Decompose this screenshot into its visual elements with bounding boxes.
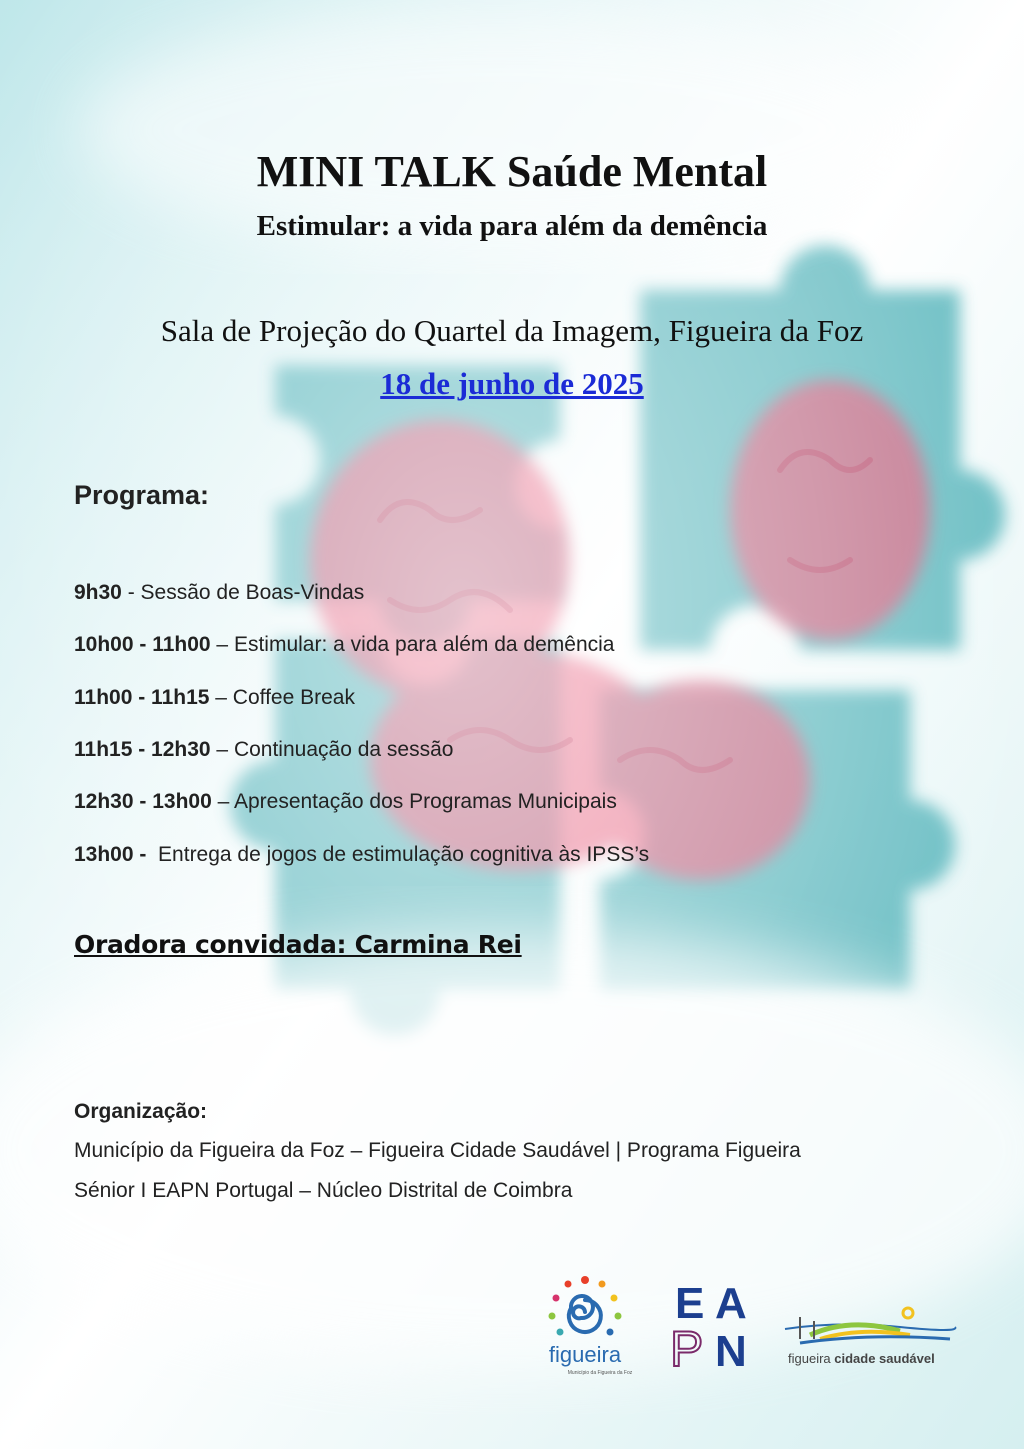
schedule-separator: – — [210, 738, 234, 761]
schedule-text: Apresentação dos Programas Municipais — [233, 790, 617, 813]
schedule-text: Estimular: a vida para além da demência — [233, 633, 615, 656]
guest-speaker: Oradora convidada: Carmina Rei — [74, 930, 522, 959]
figueira-logo-tagline: Município da Figueira da Foz — [567, 1370, 633, 1376]
page-subtitle: Estimular: a vida para além da demência — [256, 210, 768, 242]
schedule-separator: – — [210, 633, 234, 656]
eapn-letter-n: N — [715, 1327, 747, 1376]
schedule-time: 11h00 - 11h15 — [74, 686, 210, 709]
sun-spiral-icon — [549, 1276, 622, 1336]
schedule-item — [74, 633, 614, 657]
page-title: MINI TALK Saúde Mental — [256, 147, 768, 196]
schedule-text: Sessão de Boas-Vindas — [140, 581, 365, 604]
eapn-logo — [660, 1278, 760, 1378]
schedule-text: Entrega de jogos de estimulação cognitiva às IPSS’s — [158, 843, 650, 866]
figueira-cidade-saudavel-logo — [780, 1305, 960, 1375]
fcs-logo-name-light: figueira — [788, 1351, 831, 1366]
fcs-logo-name-bold: cidade saudável — [834, 1351, 935, 1366]
organizacao-heading: Organização: — [74, 1100, 208, 1123]
eapn-letter-a: A — [715, 1279, 747, 1328]
organizacao-line: Município da Figueira da Foz – Figueira Cidade Saudável | Programa Figueira — [74, 1139, 801, 1162]
eapn-letter-p: P — [670, 1321, 704, 1377]
schedule-separator — [146, 843, 158, 866]
figueira-logo-name: figueira — [548, 1342, 622, 1367]
schedule-text: Coffee Break — [232, 686, 355, 709]
schedule-item — [74, 581, 364, 605]
schedule-item — [74, 738, 453, 762]
schedule-item — [74, 686, 355, 710]
schedule-time: 12h30 - 13h00 — [74, 790, 212, 813]
eapn-letter-e: E — [675, 1279, 705, 1328]
figueira-logo — [530, 1270, 640, 1380]
schedule-time: 13h00 - — [74, 843, 147, 866]
schedule-time: 9h30 — [74, 581, 122, 604]
schedule-item — [74, 790, 617, 814]
schedule-item — [74, 843, 649, 867]
schedule-time: 10h00 - 11h00 — [74, 633, 211, 656]
schedule-separator: - — [121, 581, 141, 604]
schedule-separator: – — [209, 686, 233, 709]
schedule-separator: – — [211, 790, 234, 813]
bridge-wave-icon — [785, 1308, 955, 1343]
schedule-time: 11h15 - 12h30 — [74, 738, 211, 761]
svg-text:figueira cidade saudável — [788, 1351, 935, 1366]
organizacao-line: Sénior I EAPN Portugal – Núcleo Distrital de Coimbra — [74, 1179, 573, 1202]
programa-heading: Programa: — [74, 480, 210, 510]
event-date-link[interactable]: 18 de junho de 2025 — [380, 366, 644, 401]
schedule-text: Continuação da sessão — [233, 738, 454, 761]
event-venue: Sala de Projeção do Quartel da Imagem, Figueira da Foz — [160, 313, 864, 348]
